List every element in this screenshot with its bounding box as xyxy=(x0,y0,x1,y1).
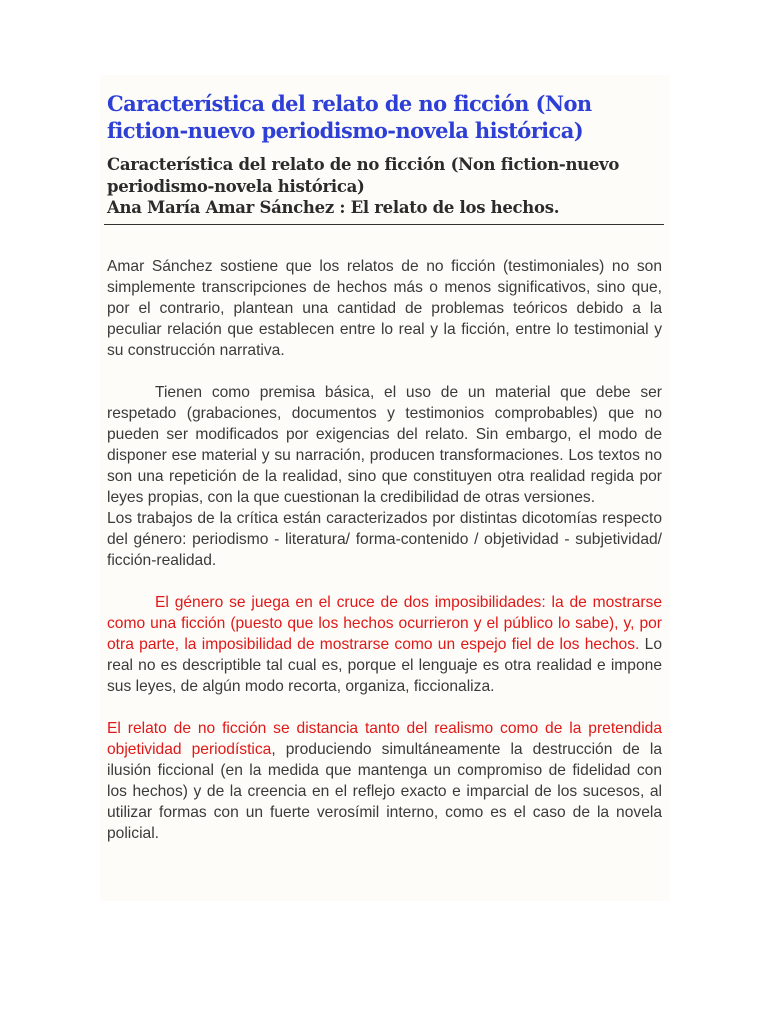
article-heading xyxy=(107,154,667,219)
highlighted-text: El relato de no ficción se distancia tanto del realismo como de la pretendida objetividad periodística xyxy=(107,720,662,758)
paragraph-premise: Tienen como premisa básica, el uso de un material que debe ser respetado (grabaciones, documentos y testimonios comprobables) que no pueden ser modificados por exigencias del relato. Sin embargo, el modo de disponer ese material y su narración, producen transformaciones. Los textos no son una repetición de la realidad, sino que constituyen otra realidad regida por leyes propias, con la que cuestionan la credibilidad de otras versiones. xyxy=(107,384,662,506)
paragraph-critique: Los trabajos de la crítica están caracterizados por distintas dicotomías respecto del género: periodismo - literatura/ forma-contenido / objetividad - subjetividad/ ficción-realidad. xyxy=(107,510,662,569)
article-heading-line-1: Característica del relato de no ficción (Non fiction-nuevo xyxy=(107,155,620,174)
page-title: Característica del relato de no ficción (Non fiction-nuevo periodismo-novela histórica) xyxy=(107,91,592,143)
paragraph-realism xyxy=(107,718,662,844)
paragraph-text: Lo real no es descriptible tal cual es, porque el lenguaje es otra realidad e impone sus leyes, de algún modo recorta, organiza, ficcionaliza. xyxy=(107,636,662,695)
paragraph-intro: Amar Sánchez sostiene que los relatos de no ficción (testimoniales) no son simplemente transcripciones de hechos más o menos significativos, sino que, por el contrario, plantean una cantidad de problemas teóricos debido a la peculiar relación que establecen entre lo real y la ficción, entre lo testimonial y su construcción narrativa. xyxy=(107,258,662,359)
paragraph-genre xyxy=(107,592,662,697)
highlighted-text: El género se juega en el cruce de dos imposibilidades: la de mostrarse como una ficción (puesto que los hechos ocurrieron y el público lo sabe), y, por otra parte, la imposibilidad de mostrarse como un espejo fiel de los hechos. xyxy=(107,594,662,653)
article-heading-line-2: periodismo-novela histórica) xyxy=(107,176,365,196)
paragraph-text: , produciendo simultáneamente la destrucción de la ilusión ficcional (en la medida que mantenga un compromiso de fidelidad con los hechos) y de la creencia en el reflejo exacto e imparcial de los sucesos, al utilizar formas con un fuerte verosímil interno, como es el caso de la novela policial. xyxy=(107,741,662,842)
heading-divider xyxy=(104,224,664,225)
article-author-line: Ana María Amar Sánchez : El relato de los hechos. xyxy=(107,198,560,217)
article-body xyxy=(107,256,662,865)
